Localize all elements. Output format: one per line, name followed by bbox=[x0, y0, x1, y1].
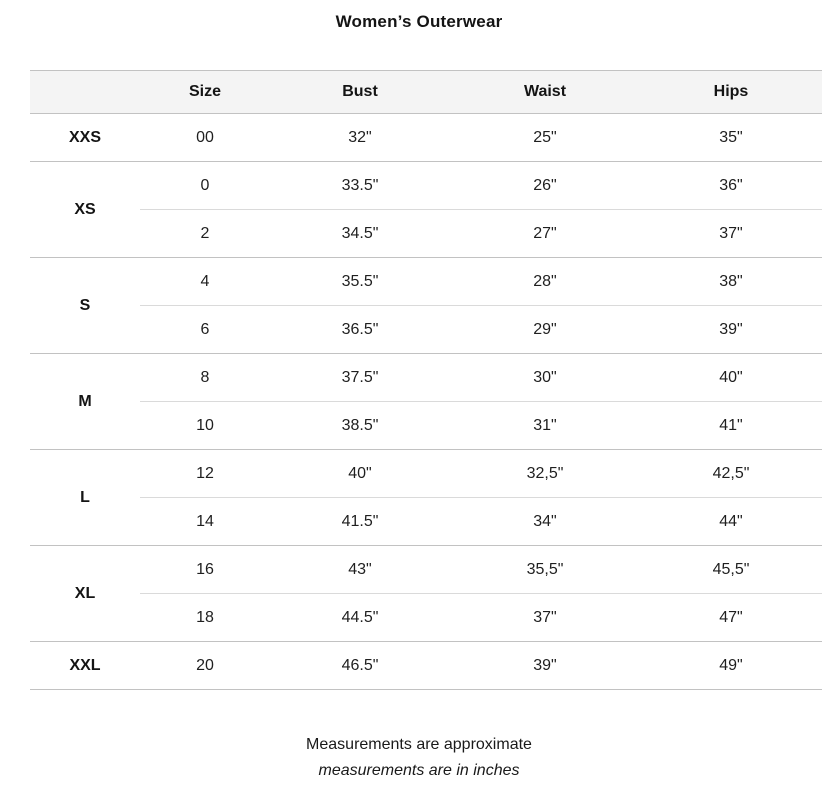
size-group-label-xs: XS bbox=[30, 162, 140, 258]
footer-note bbox=[0, 732, 838, 784]
cell-hips: 45,5" bbox=[640, 546, 822, 594]
cell-waist: 27" bbox=[450, 210, 640, 258]
cell-waist: 31" bbox=[450, 402, 640, 450]
table-row bbox=[30, 258, 822, 306]
cell-size: 0 bbox=[140, 162, 270, 210]
table-row bbox=[30, 546, 822, 594]
cell-bust: 35.5" bbox=[270, 258, 450, 306]
cell-bust: 32" bbox=[270, 114, 450, 162]
cell-hips: 37" bbox=[640, 210, 822, 258]
footer-line-inches: measurements are in inches bbox=[318, 762, 520, 779]
table-row bbox=[30, 642, 822, 690]
cell-hips: 35" bbox=[640, 114, 822, 162]
cell-hips: 44" bbox=[640, 498, 822, 546]
cell-waist: 30" bbox=[450, 354, 640, 402]
header-blank bbox=[30, 71, 140, 114]
table-row bbox=[30, 306, 822, 354]
cell-bust: 40" bbox=[270, 450, 450, 498]
cell-bust: 34.5" bbox=[270, 210, 450, 258]
header-hips: Hips bbox=[640, 71, 822, 114]
cell-waist: 28" bbox=[450, 258, 640, 306]
table-row bbox=[30, 498, 822, 546]
cell-size: 18 bbox=[140, 594, 270, 642]
table-row bbox=[30, 210, 822, 258]
header-size: Size bbox=[140, 71, 270, 114]
cell-size: 4 bbox=[140, 258, 270, 306]
cell-size: 12 bbox=[140, 450, 270, 498]
cell-size: 20 bbox=[140, 642, 270, 690]
cell-hips: 40" bbox=[640, 354, 822, 402]
size-group-label-s: S bbox=[30, 258, 140, 354]
cell-bust: 33.5" bbox=[270, 162, 450, 210]
table-row bbox=[30, 114, 822, 162]
size-group-label-m: M bbox=[30, 354, 140, 450]
cell-size: 6 bbox=[140, 306, 270, 354]
size-chart-table bbox=[30, 70, 822, 690]
cell-size: 8 bbox=[140, 354, 270, 402]
cell-waist: 32,5" bbox=[450, 450, 640, 498]
table-row bbox=[30, 402, 822, 450]
cell-hips: 49" bbox=[640, 642, 822, 690]
cell-bust: 41.5" bbox=[270, 498, 450, 546]
size-group-label-xl: XL bbox=[30, 546, 140, 642]
cell-bust: 44.5" bbox=[270, 594, 450, 642]
table-row bbox=[30, 354, 822, 402]
cell-size: 00 bbox=[140, 114, 270, 162]
table-row bbox=[30, 450, 822, 498]
table-row bbox=[30, 162, 822, 210]
cell-bust: 37.5" bbox=[270, 354, 450, 402]
cell-bust: 36.5" bbox=[270, 306, 450, 354]
footer-line-approximate: Measurements are approximate bbox=[306, 736, 532, 753]
header-row bbox=[30, 71, 822, 114]
cell-waist: 37" bbox=[450, 594, 640, 642]
cell-waist: 39" bbox=[450, 642, 640, 690]
cell-size: 14 bbox=[140, 498, 270, 546]
cell-hips: 39" bbox=[640, 306, 822, 354]
size-group-label-xxl: XXL bbox=[30, 642, 140, 690]
cell-waist: 25" bbox=[450, 114, 640, 162]
cell-bust: 46.5" bbox=[270, 642, 450, 690]
cell-waist: 29" bbox=[450, 306, 640, 354]
cell-bust: 38.5" bbox=[270, 402, 450, 450]
cell-hips: 38" bbox=[640, 258, 822, 306]
header-waist: Waist bbox=[450, 71, 640, 114]
size-group-label-xxs: XXS bbox=[30, 114, 140, 162]
size-group-label-l: L bbox=[30, 450, 140, 546]
cell-hips: 41" bbox=[640, 402, 822, 450]
page-title: Women’s Outerwear bbox=[335, 12, 503, 31]
cell-waist: 34" bbox=[450, 498, 640, 546]
cell-bust: 43" bbox=[270, 546, 450, 594]
cell-size: 2 bbox=[140, 210, 270, 258]
cell-hips: 36" bbox=[640, 162, 822, 210]
table-row bbox=[30, 594, 822, 642]
cell-waist: 35,5" bbox=[450, 546, 640, 594]
cell-hips: 47" bbox=[640, 594, 822, 642]
cell-waist: 26" bbox=[450, 162, 640, 210]
cell-hips: 42,5" bbox=[640, 450, 822, 498]
cell-size: 10 bbox=[140, 402, 270, 450]
cell-size: 16 bbox=[140, 546, 270, 594]
header-bust: Bust bbox=[270, 71, 450, 114]
